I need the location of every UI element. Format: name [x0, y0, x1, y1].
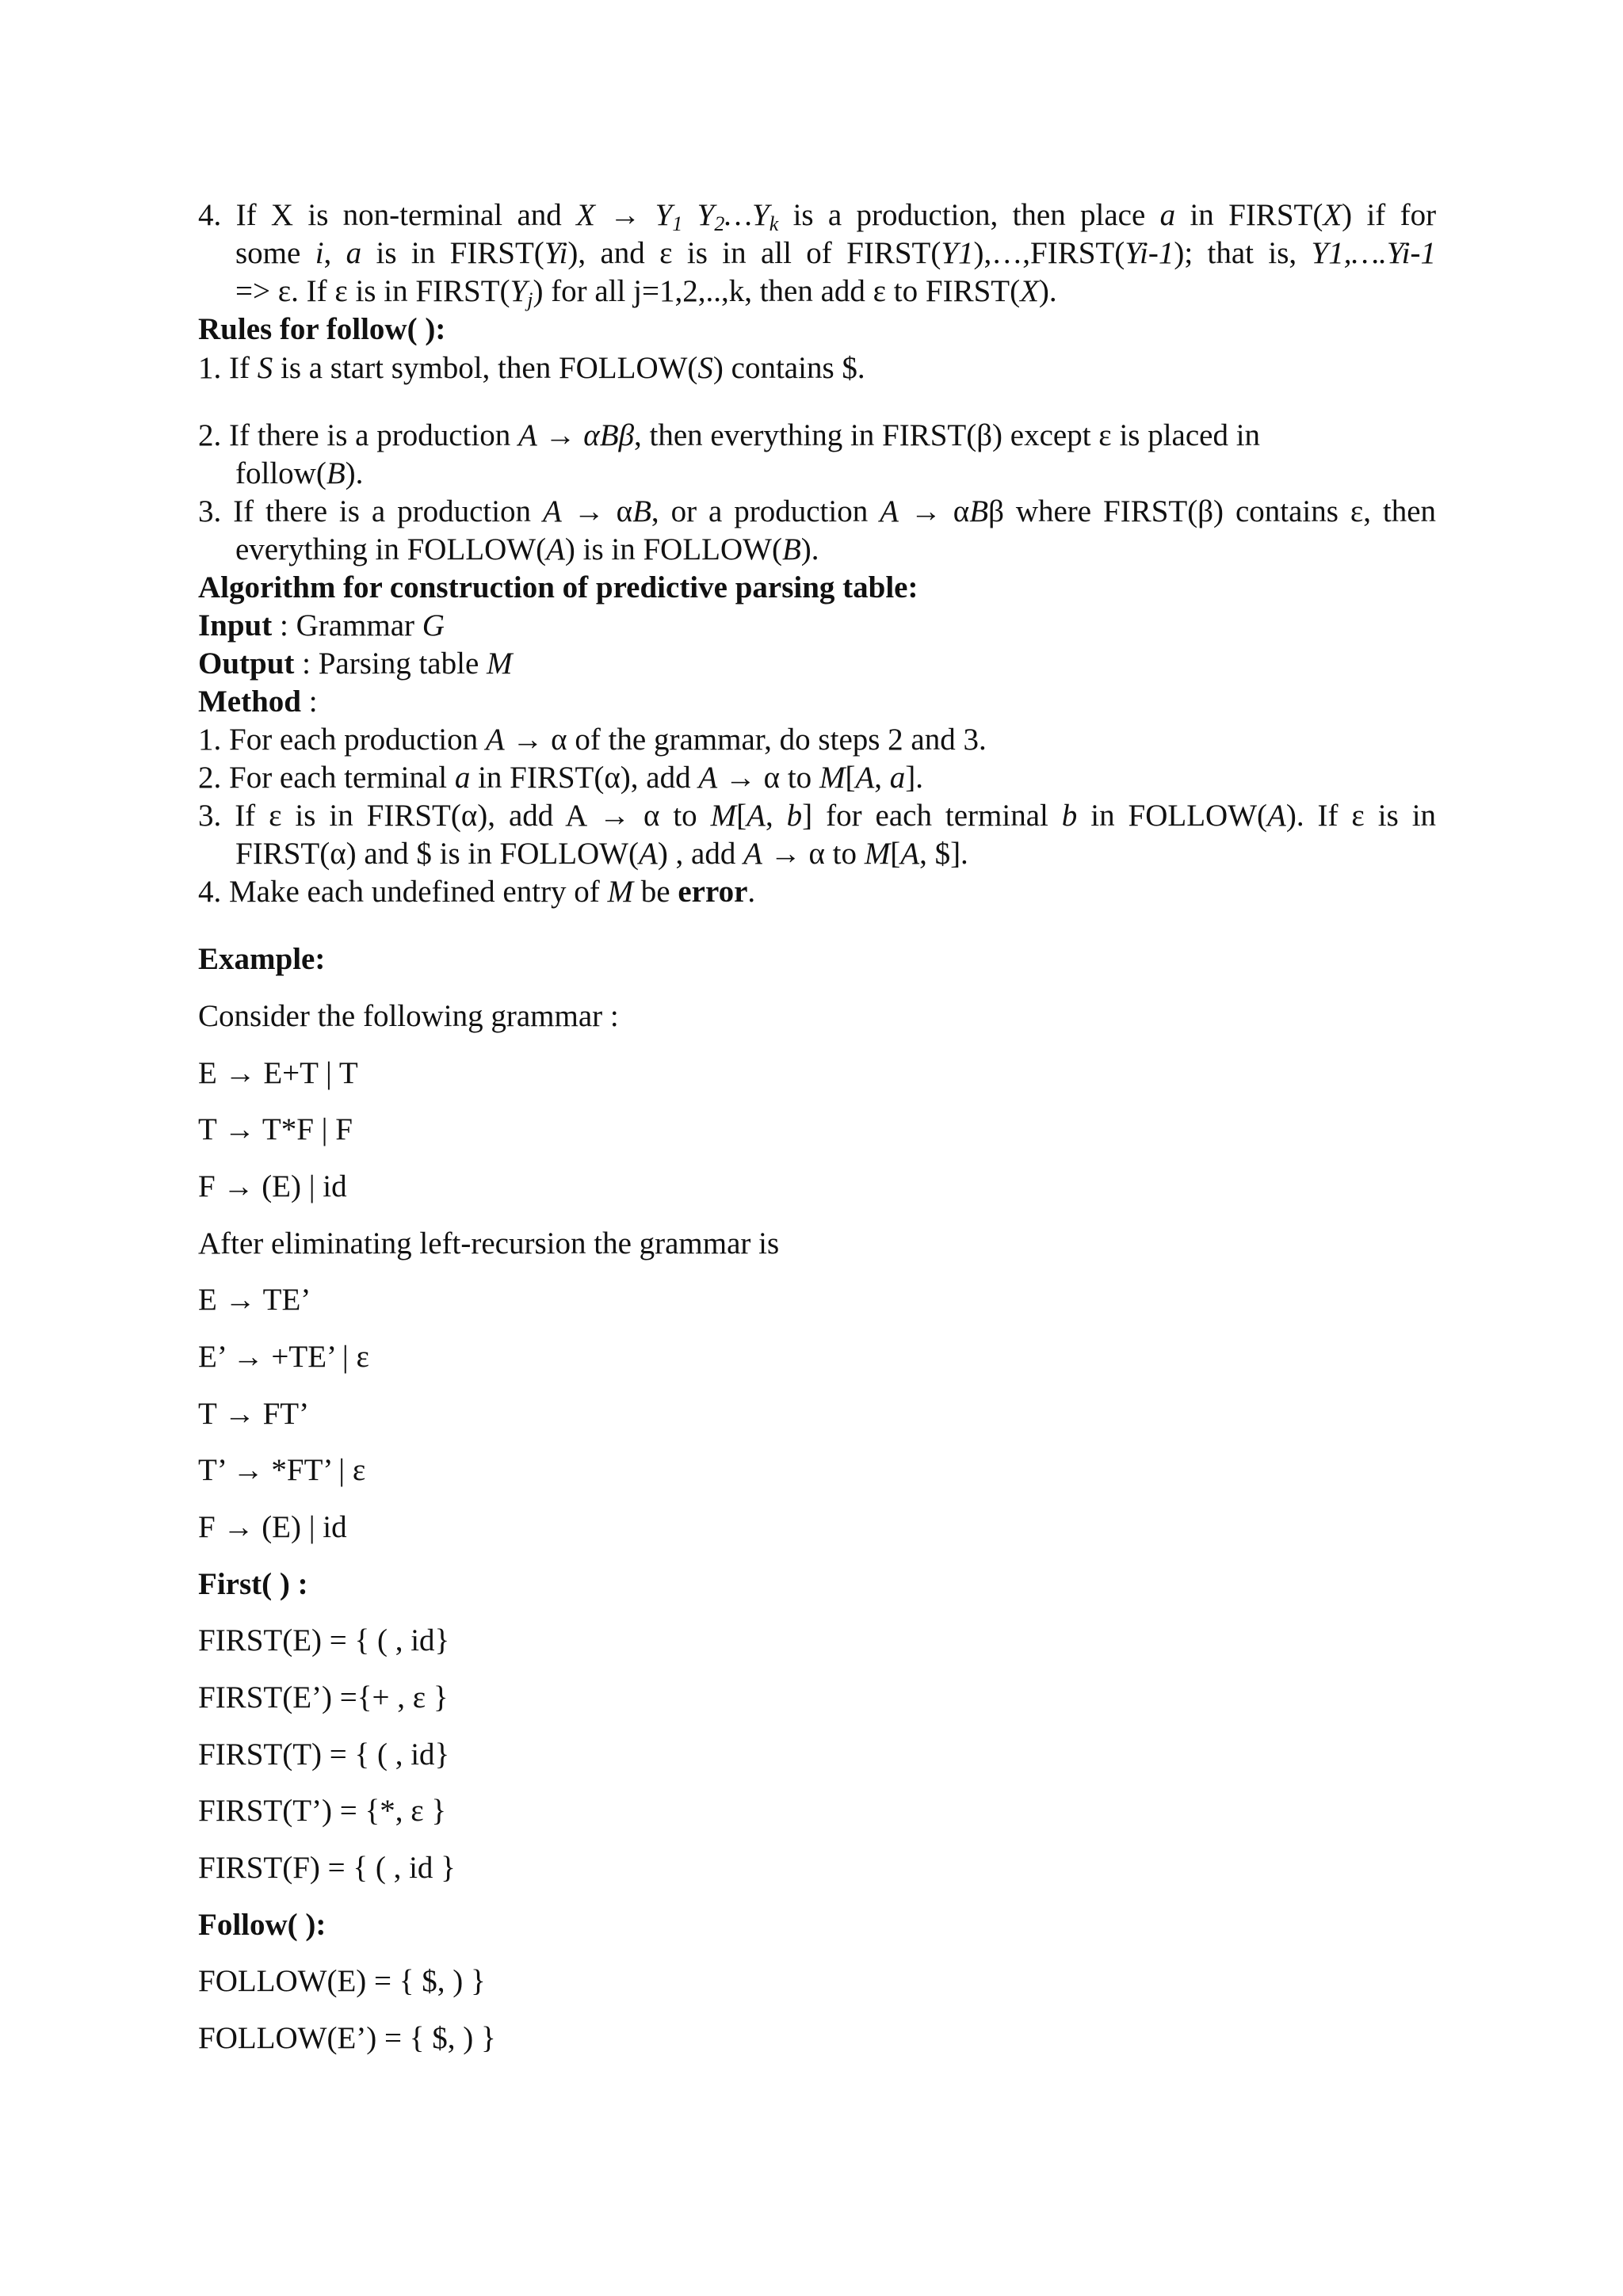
var-x: X [1020, 274, 1039, 308]
text: ); that is, [1174, 236, 1297, 270]
output-label: Output [198, 646, 295, 681]
first-rule4-line2 [235, 235, 1436, 273]
subscript: 2 [714, 212, 725, 235]
grammar-rule: T → T*F | F [198, 1112, 353, 1146]
output-line [198, 645, 513, 683]
text: , or a production [651, 494, 869, 528]
text: 1. If [198, 351, 250, 385]
grammar2-rule: E’ → +TE’ | ε [198, 1340, 369, 1374]
var-M: M [710, 799, 737, 833]
var-M: M [487, 646, 513, 681]
text: , then everything in FIRST(β) except ε is placed in [634, 418, 1261, 452]
input-label: Input [198, 608, 273, 643]
text: ]. [905, 761, 924, 795]
var-y2-letter: Y [697, 198, 715, 232]
first-set: FIRST(T) = { ( , id} [198, 1737, 450, 1772]
text: in FIRST(α), add [478, 761, 691, 795]
text: 3. If there is a production [198, 494, 532, 528]
after-elimination-text: After eliminating left-recursion the grammar is [198, 1226, 780, 1261]
text: , $]. [919, 837, 968, 871]
first-set: FIRST(T’) = {*, ε } [198, 1794, 447, 1828]
algo-step3-line2 [235, 835, 968, 873]
text: . [747, 875, 756, 909]
var-B: B [781, 532, 801, 566]
text: ) if for [1342, 198, 1437, 232]
text: [ [890, 837, 901, 871]
follow-set: FOLLOW(E) = { $, ) } [198, 1964, 486, 1998]
text: ). [1038, 274, 1057, 308]
method-line [198, 683, 318, 721]
var-M: M [607, 875, 634, 909]
text: in FIRST( [1190, 198, 1323, 232]
first-set: FIRST(F) = { ( , id } [198, 1851, 456, 1885]
text: ) is in FOLLOW( [564, 532, 782, 566]
var-A: A [698, 761, 718, 795]
grammar2-rule: T’ → *FT’ | ε [198, 1453, 366, 1487]
production: → αBβ [544, 418, 635, 452]
production: → α [910, 494, 970, 528]
text: ). If ε is in [1285, 799, 1437, 833]
text: → α to [769, 837, 857, 871]
var-G: G [422, 608, 445, 643]
text: ) for all j=1,2,..,k, then add ε to FIRST( [533, 274, 1021, 308]
text: FIRST(α) and $ is in FOLLOW( [235, 837, 639, 871]
var-a: a [889, 761, 906, 795]
text: [ [736, 799, 747, 833]
follow-rule3-line1 [198, 493, 1436, 531]
text: ] for each terminal [802, 799, 1048, 833]
text: : [308, 685, 318, 719]
var-x: X [576, 198, 595, 232]
text: 2. For each terminal [198, 761, 448, 795]
subscript: k [769, 212, 779, 235]
text: is a start symbol, then FOLLOW( [280, 351, 698, 385]
text: β where FIRST(β) contains ε, then [988, 494, 1437, 528]
input-line [198, 607, 445, 645]
var-yj [510, 274, 533, 311]
text: follow( [235, 456, 327, 490]
text: 4. Make each undefined entry of [198, 875, 600, 909]
algo-step2 [198, 759, 923, 797]
follow-rule1 [198, 349, 865, 387]
var-y2-yk [697, 198, 779, 235]
var-A: A [542, 494, 562, 528]
text: ). [345, 456, 364, 490]
algo-step3-line1 [198, 797, 1436, 835]
var-A: A [638, 837, 658, 871]
first-heading: First( ) : [198, 1567, 308, 1601]
text: 3. If ε is in FIRST(α), add A → α to [198, 799, 697, 833]
text: [ [845, 761, 856, 795]
var-A: A [517, 418, 537, 452]
text: 1. For each production [198, 723, 479, 757]
var-y1: Y1 [941, 236, 974, 270]
text: , [874, 761, 883, 795]
var-yi: Yi [544, 236, 568, 270]
ellipsis: … [724, 198, 752, 232]
text: , [765, 799, 773, 833]
follow-set: FOLLOW(E’) = { $, ) } [198, 2021, 496, 2055]
text: some [235, 236, 301, 270]
first-rule4-line1 [198, 196, 1436, 235]
var-A: A [485, 723, 505, 757]
subscript: j [527, 288, 533, 311]
text: is in FIRST( [376, 236, 544, 270]
follow-rule3-line2 [235, 531, 819, 569]
grammar2-rule: F → (E) | id [198, 1510, 347, 1544]
arrow-icon: → [609, 198, 641, 232]
var-b: b [1061, 799, 1078, 833]
follow-heading: Follow( ): [198, 1908, 327, 1942]
var-A: A [900, 837, 920, 871]
subscript: 1 [672, 212, 683, 235]
text: is a production, then place [792, 198, 1146, 232]
var-A: A [880, 494, 899, 528]
first-set: FIRST(E’) ={+ , ε } [198, 1680, 449, 1714]
production: → α [573, 494, 633, 528]
var-M: M [864, 837, 891, 871]
var-i: i [315, 236, 324, 270]
var-yk-letter: Y [752, 198, 769, 232]
var-A: A [1267, 799, 1286, 833]
follow-rule2-line2 [235, 455, 363, 493]
list-number: 4. [198, 198, 222, 232]
first-rule4-line3 [235, 273, 1057, 311]
grammar-rule: E → E+T | T [198, 1056, 358, 1090]
text: , [323, 236, 332, 270]
var-a: a [1159, 198, 1176, 232]
var-B: B [326, 456, 346, 490]
var-M: M [819, 761, 846, 795]
text: ) , add [657, 837, 736, 871]
algorithm-heading: Algorithm for construction of predictive parsing table: [198, 570, 918, 605]
var-y-sequence: Y1,….Yi-1 [1311, 236, 1436, 270]
var-s: S [257, 351, 273, 385]
text: ),…,FIRST( [973, 236, 1125, 270]
var-b: b [786, 799, 803, 833]
var-A: A [546, 532, 565, 566]
text: → α to [724, 761, 812, 795]
var-B: B [969, 494, 989, 528]
grammar2-rule: T → FT’ [198, 1397, 310, 1431]
example-heading: Example: [198, 942, 326, 976]
grammar-rule: F → (E) | id [198, 1169, 347, 1203]
error-keyword: error [678, 875, 748, 909]
var-a: a [454, 761, 471, 795]
grammar2-rule: E → TE’ [198, 1283, 311, 1317]
var-A: A [743, 837, 762, 871]
algo-step4 [198, 873, 755, 911]
text: 2. If there is a production [198, 418, 511, 452]
var-s: S [697, 351, 713, 385]
var-B: B [632, 494, 651, 528]
text: ), and ε is in all of FIRST( [567, 236, 941, 270]
text: in FOLLOW( [1090, 799, 1267, 833]
text: ) contains $. [712, 351, 865, 385]
method-label: Method [198, 685, 301, 719]
var-yi-1: Yi-1 [1125, 236, 1174, 270]
follow-rules-heading: Rules for follow( ): [198, 312, 446, 346]
var-y1 [655, 198, 683, 235]
text: ). [800, 532, 819, 566]
var-y1-letter: Y [655, 198, 673, 232]
consider-text: Consider the following grammar : [198, 999, 619, 1033]
var-A: A [747, 799, 766, 833]
algo-step1 [198, 721, 987, 759]
text: be [640, 875, 670, 909]
var-A: A [855, 761, 875, 795]
follow-rule2-line1 [198, 417, 1260, 455]
text: everything in FOLLOW( [235, 532, 547, 566]
var-a: a [346, 236, 362, 270]
var-yj-letter: Y [510, 274, 528, 308]
first-set: FIRST(E) = { ( , id} [198, 1623, 450, 1657]
text: => ε. If ε is in FIRST( [235, 274, 510, 308]
text: : Parsing table [302, 646, 479, 681]
text: : Grammar [279, 608, 414, 643]
text: If X is non-terminal and [235, 198, 562, 232]
var-x: X [1323, 198, 1342, 232]
text: → α of the grammar, do steps 2 and 3. [512, 723, 987, 757]
